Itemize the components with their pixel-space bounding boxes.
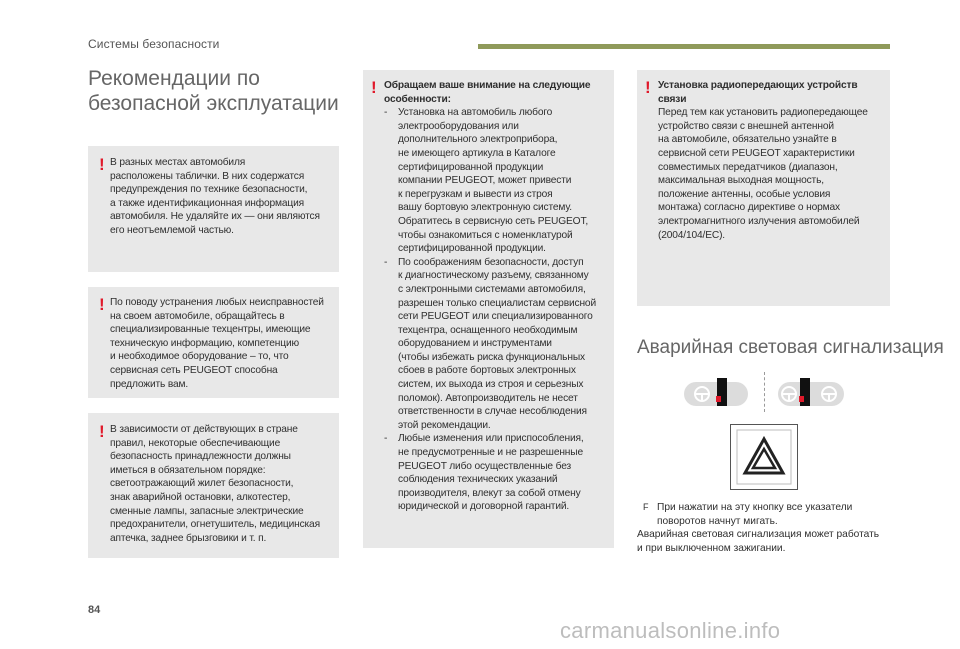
text-line: вашу бортовую электронную систему. xyxy=(398,202,572,214)
text-line: разрешен только специалистам сервисной xyxy=(398,297,596,309)
info-box-labels-text xyxy=(110,156,338,238)
text-line: Обратитесь в сервисную сеть PEUGEOT, xyxy=(398,215,589,227)
text-line: Любые изменения или приспособления, xyxy=(398,433,584,445)
text-line: этой рекомендации. xyxy=(398,419,491,431)
text-line: не предусмотренные и не разрешенные xyxy=(398,447,583,459)
info-box-service xyxy=(88,287,339,398)
info-box-electronics xyxy=(363,70,614,548)
text-line: на автомобиле, обязательно узнайте в xyxy=(658,134,837,146)
steering-wheel-icon xyxy=(693,385,711,403)
text-line: Обращаем ваше внимание на следующие xyxy=(384,80,591,91)
text-line: на своем автомобиле, обращайтесь в xyxy=(110,310,285,322)
text-line: расположены таблички. В них содержатся xyxy=(110,170,305,182)
text-line: к диагностическому разъему, связанному xyxy=(398,270,589,282)
warning-icon: ! xyxy=(99,155,105,174)
info-box-heading xyxy=(384,79,614,106)
text-line: систем, их выхода из строя и серьезных xyxy=(398,379,584,391)
text-line: особенности: xyxy=(384,93,451,105)
text-line: ответственности в случае несоблюдения xyxy=(398,406,587,418)
list-dash: - xyxy=(384,433,388,445)
text-line: поломок). Автопроизводитель не несет xyxy=(398,392,578,404)
text-line: связи xyxy=(658,93,687,105)
text-line: PEUGEOT либо осуществленные без xyxy=(398,460,572,472)
instruction-item xyxy=(637,501,897,528)
warning-icon: ! xyxy=(99,422,105,441)
text-line: безопасность принадлежности должны xyxy=(110,451,291,463)
dashboard-left-panel xyxy=(684,382,748,406)
text-line: сервисная сеть PEUGEOT способна xyxy=(110,364,278,376)
dashboard-right-panel xyxy=(778,382,844,406)
list-item xyxy=(384,432,614,514)
text-line: техническую информацию, компетенцию xyxy=(110,337,299,349)
text-line: устройство связи с внешней антенной xyxy=(658,120,834,132)
text-line: поворотов начнут мигать. xyxy=(657,515,778,527)
hazard-instructions xyxy=(637,501,897,555)
text-line: электрооборудования или xyxy=(398,120,519,132)
page-number: 84 xyxy=(88,604,101,616)
text-line: предупреждения по технике безопасности, xyxy=(110,184,308,196)
text-line: Перед тем как установить радиопередающее xyxy=(658,107,868,119)
text-line: монтажа) согласно директиве о нормах xyxy=(658,202,840,214)
text-line: положение антенны, особые условия xyxy=(658,188,831,200)
text-line: предохранители, огнетушитель, медицинская xyxy=(110,519,320,531)
list-item xyxy=(384,256,614,433)
warning-icon: ! xyxy=(99,295,105,314)
text-line: предложить вам. xyxy=(110,378,189,390)
text-line: к перегрузкам и вывести из строя xyxy=(398,188,553,200)
header-accent-bar xyxy=(478,44,890,49)
page-title xyxy=(88,66,348,116)
text-line: соблюдения технических указаний xyxy=(398,474,558,486)
warning-icon: ! xyxy=(645,78,651,97)
text-line: В разных местах автомобиля xyxy=(110,157,246,168)
illustration-divider xyxy=(764,372,766,412)
console-button-red xyxy=(716,396,721,402)
text-line: сертифицированной продукции. xyxy=(398,243,546,255)
steering-wheel-icon xyxy=(780,385,798,403)
text-line: техцентра, оснащенного необходимым xyxy=(398,324,578,336)
list-dash: - xyxy=(384,256,388,268)
text-line: производителя, влекут за собой отмену xyxy=(398,487,581,499)
text-line: При нажатии на эту кнопку все указатели xyxy=(657,502,853,513)
text-line: Аварийная световая сигнализация может работать xyxy=(637,529,880,541)
text-line: юридической и договорной гарантий. xyxy=(398,501,570,513)
text-line: аптечка, заднее брызговики и т. п. xyxy=(110,532,267,544)
text-line: совместимых передатчиков (диапазон, xyxy=(658,161,838,173)
hazard-triangle-icon xyxy=(731,425,797,489)
text-line: (2004/104/EC). xyxy=(658,229,725,241)
text-line: чтобы ознакомиться с номенклатурой xyxy=(398,229,573,241)
info-box-labels xyxy=(88,146,339,272)
text-line: максимальная выходная мощность, xyxy=(658,175,824,187)
info-box-equipment xyxy=(88,413,339,558)
info-box-equipment-text xyxy=(110,423,338,545)
section-header: Системы безопасности xyxy=(88,37,220,51)
text-line: не имеющего артикула в Каталоге xyxy=(398,147,556,159)
text-line: сервисной сети PEUGEOT характеристики xyxy=(658,147,855,159)
text-line: оборудованием и инструментами xyxy=(398,338,552,350)
text-line: знак аварийной остановки, алкотестер, xyxy=(110,491,291,503)
text-line: а также идентификационная информация xyxy=(110,197,304,209)
text-line: сменные лампы, запасные электрические xyxy=(110,505,304,517)
console-button-red xyxy=(799,396,804,402)
text-line: сертифицированной продукции xyxy=(398,161,544,173)
list-item xyxy=(384,106,614,256)
text-line: сбоев в работе бортовых электронных xyxy=(398,365,576,377)
warning-icon: ! xyxy=(371,78,377,97)
list-dash: - xyxy=(384,107,388,119)
text-line: его неотъемлемой частью. xyxy=(110,224,234,236)
text-line: Установка радиопередающих устройств xyxy=(658,80,858,91)
text-line: По поводу устранения любых неисправностей xyxy=(110,297,324,308)
text-line: иметься в обязательном порядке: xyxy=(110,464,266,476)
watermark: carmanualsonline.info xyxy=(560,618,781,643)
text-line: специализированные техцентры, имеющие xyxy=(110,324,311,336)
hazard-warning-button[interactable] xyxy=(730,424,798,490)
finger-pointer-icon: F xyxy=(643,502,649,512)
text-line: автомобиля. Не удаляйте их — они являются xyxy=(110,211,320,223)
text-line: и необходимое оборудование – то, что xyxy=(110,351,289,363)
info-box-radio xyxy=(637,70,890,306)
text-line: сети PEUGEOT или специализированного xyxy=(398,311,593,323)
info-box-heading xyxy=(658,79,888,106)
info-box-electronics-text xyxy=(384,79,614,514)
text-line: компании PEUGEOT, может привести xyxy=(398,175,572,187)
text-line: светоотражающий жилет безопасности, xyxy=(110,478,294,490)
steering-wheel-icon xyxy=(820,385,838,403)
page-title-line-1: Рекомендации по xyxy=(88,67,260,90)
info-box-service-text xyxy=(110,296,338,391)
text-line: с электронными системами автомобиля, xyxy=(398,283,586,295)
text-line: В зависимости от действующих в стране xyxy=(110,424,298,435)
text-line: (чтобы избежать риска функциональных xyxy=(398,351,585,363)
text-line: правил, некоторые обеспечивающие xyxy=(110,437,281,449)
text-line: По соображениям безопасности, доступ xyxy=(398,256,584,268)
text-line: Установка на автомобиль любого xyxy=(398,107,553,119)
page-title-line-2: безопасной эксплуатации xyxy=(88,92,339,115)
hazard-section-title: Аварийная световая сигнализация xyxy=(637,337,944,358)
text-line: дополнительного электроприбора, xyxy=(398,134,558,146)
text-line: электромагнитного излучения автомобилей xyxy=(658,215,860,227)
text-line: и при выключенном зажигании. xyxy=(637,542,786,554)
info-box-radio-text xyxy=(658,79,888,242)
